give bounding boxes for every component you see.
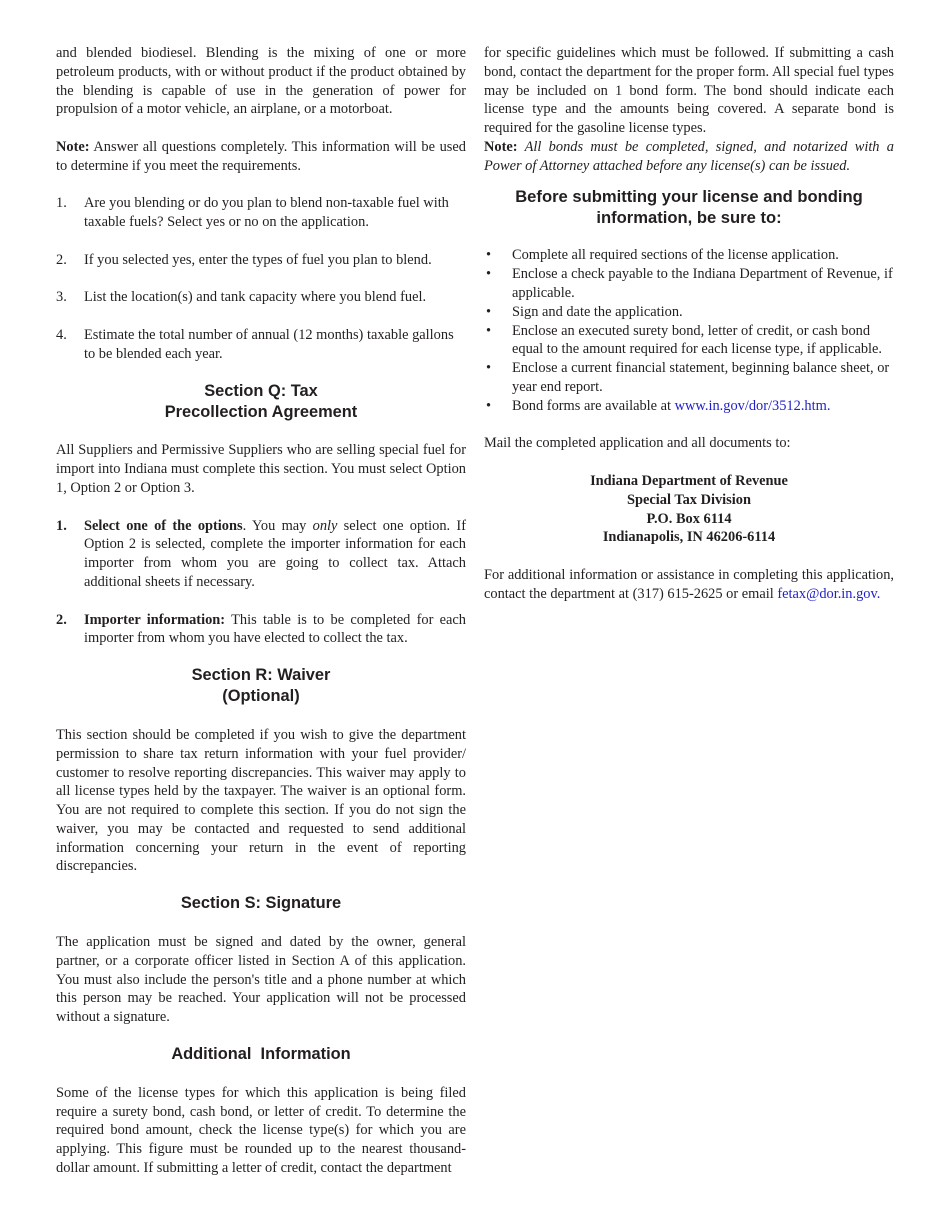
additional-info-heading: Additional Information (171, 1045, 351, 1064)
checklist-text: Sign and date the application. (512, 303, 683, 320)
section-q-paragraph: All Suppliers and Permissive Suppliers who are selling special fuel for import into Indiana must complete this section. You must select Option 1, Option 2 or Option 3. (56, 442, 466, 496)
checklist-text: Enclose an executed surety bond, letter of credit, or cash bond equal to the amount required for each license type, if applicable. (512, 322, 883, 358)
bond-forms-text: Bond forms are available at (512, 397, 675, 414)
mail-instructions: Mail the completed application and all documents to: (484, 435, 791, 452)
section-s-heading: Section S: Signature (180, 894, 342, 913)
item-text: Estimate the total number of annual (12 months) taxable gallons to be blended each year. (84, 326, 454, 362)
checklist-text: Complete all required sections of the license application. (512, 247, 839, 264)
item-number: 1. (56, 517, 67, 534)
section-r-heading (56, 665, 466, 707)
right-column (484, 44, 894, 604)
bond-note-paragraph (484, 138, 894, 176)
checklist-item (484, 359, 894, 397)
note-label: Note: (484, 138, 518, 155)
bond-forms-link[interactable]: www.in.gov/dor/3512.htm (674, 397, 827, 414)
bullet-icon: • (486, 397, 492, 414)
note-label: Note: (56, 138, 90, 155)
contact-period: . (876, 585, 881, 602)
item-number: 4. (56, 326, 67, 343)
checklist-item (484, 265, 894, 303)
list-item (56, 194, 466, 232)
item-number: 1. (56, 195, 67, 212)
checklist-text: Enclose a check payable to the Indiana Department of Revenue, if applicable. (512, 266, 893, 301)
section-q-line2: Precollection Agreement (164, 402, 358, 421)
list-item (56, 326, 466, 364)
item-number: 2. (56, 251, 67, 268)
section-r-paragraph: This section should be completed if you wish to give the department permission to share tax return information with your fuel provider/ customer to resolve reporting discrepancies. This waiver may apply to all license types held by the taxpayer. The waiver is an optional form. You are not required to complete this section. If you do not sign the waiver, you may be contacted and requested to send additional information concerning your return in the event of reporting discrepancies. (56, 726, 466, 875)
note-paragraph (56, 138, 466, 176)
importer-bold: Importer information: (84, 611, 226, 628)
section-s-paragraph: The application must be signed and dated by the owner, general partner, or a corporate officer listed in Section A of this application. You must also include the person's title and a phone number at which this person may be reached. Your application will not be processed without a signature. (56, 934, 466, 1026)
option-text: . You may (242, 517, 313, 534)
section-r-line1: Section R: Waiver (191, 666, 331, 685)
before-line2: information, be sure to: (596, 207, 782, 227)
list-item (56, 288, 466, 307)
address-line: P.O. Box 6114 (646, 510, 732, 527)
mailing-address (484, 472, 894, 547)
importer-item (56, 611, 466, 649)
item-text: If you selected yes, enter the types of fuel you plan to blend. (84, 251, 432, 268)
bullet-icon: • (486, 322, 492, 339)
left-column (56, 44, 466, 1178)
list-item (56, 251, 466, 270)
bullet-icon: • (486, 247, 492, 264)
intro-paragraph: and blended biodiesel. Blending is the mixing of one or more petroleum products, with or without product if the product obtained by the blending is capable of use in the generation of power for propulsion of a motor vehicle, an airplane, or a motorboat. (56, 45, 466, 118)
option-item (56, 517, 466, 592)
option-italic: only (312, 517, 338, 534)
continued-paragraph: for specific guidelines which must be followed. If submitting a cash bond, contact the department for the proper form. All special fuel types may be included on 1 bond form. The bond should indicate each license type and the amounts being covered. A separate bond is required for the gasoline license types. (484, 45, 894, 137)
bullet-icon: • (486, 360, 492, 377)
before-submitting-heading (484, 186, 894, 228)
contact-paragraph (484, 566, 894, 604)
contact-email-link[interactable]: fetax@dor.in.gov (777, 585, 877, 602)
option-text: select one option. If Option 2 is selected, complete the importer information for each importer from whom you are going to collect tax. Attach additional sheets if necessary. (84, 517, 467, 590)
checklist-item (484, 303, 894, 322)
bond-forms-period: . (826, 397, 831, 414)
checklist-item (484, 246, 894, 265)
checklist-item (484, 397, 894, 416)
contact-text: For additional information or assistance in completing this application, contact the department at (317) 615-2625 or email (484, 566, 894, 602)
bullet-icon: • (486, 303, 492, 320)
before-line1: Before submitting your license and bonding (515, 186, 863, 206)
section-q-heading (56, 381, 466, 423)
item-text: Are you blending or do you plan to blend non-taxable fuel with taxable fuels? Select yes or no on the application. (84, 195, 449, 231)
item-number: 3. (56, 289, 67, 306)
section-r-line2: (Optional) (222, 687, 300, 706)
section-q-line1: Section Q: Tax (204, 381, 318, 400)
additional-info-paragraph: Some of the license types for which this application is being filed require a surety bond, cash bond, or letter of credit. To determine the required bond amount, check the license type(s) for which you are applying. This figure must be rounded up to the nearest thousand-dollar amount. If submitting a letter of credit, contact the department (56, 1084, 466, 1177)
address-line: Indianapolis, IN 46206-6114 (602, 529, 776, 546)
bond-note-text: All bonds must be completed, signed, and notarized with a Power of Attorney attached before any license(s) can be issued. (484, 138, 894, 174)
bullet-icon: • (486, 266, 492, 283)
item-text: List the location(s) and tank capacity where you blend fuel. (84, 289, 427, 306)
importer-text: This table is to be completed for each importer from whom you have elected to collect the tax. (84, 611, 466, 647)
address-line: Special Tax Division (627, 491, 751, 508)
option-bold: Select one of the options (84, 517, 243, 534)
checklist-item (484, 322, 894, 360)
note-text: Answer all questions completely. This information will be used to determine if you meet the requirements. (56, 138, 466, 174)
address-line: Indiana Department of Revenue (590, 472, 788, 489)
checklist-text: Enclose a current financial statement, beginning balance sheet, or year end report. (512, 360, 890, 395)
item-number: 2. (56, 611, 67, 628)
